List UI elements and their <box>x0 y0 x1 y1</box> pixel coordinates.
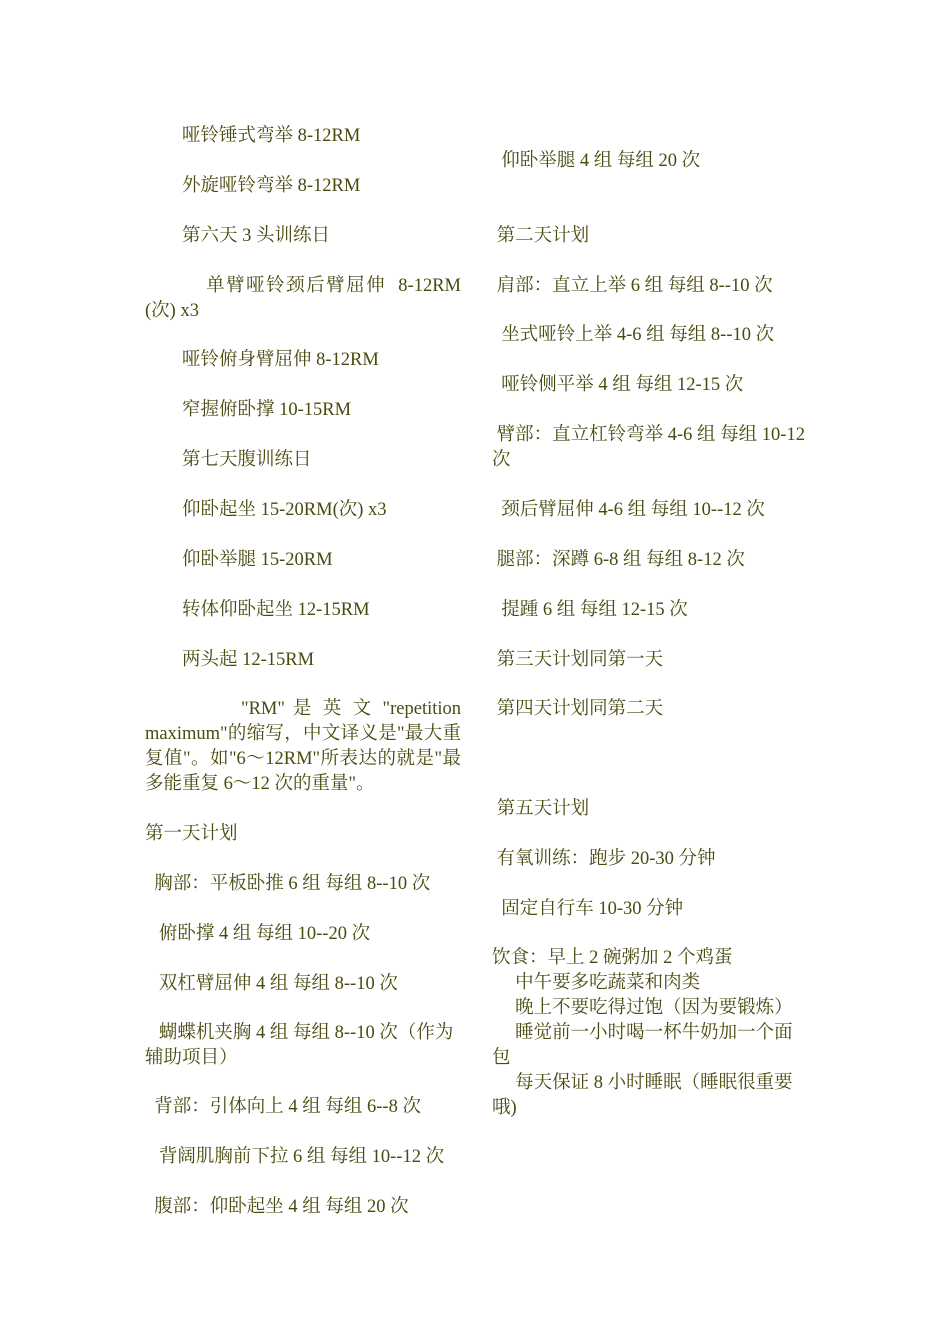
day-heading: 第七天腹训练日 <box>145 450 312 470</box>
paragraph: 颈后臂屈伸 4-6 组 每组 10--12 次 <box>492 500 765 520</box>
paragraph: 肩部：直立上举 6 组 每组 8--10 次 <box>492 276 773 296</box>
paragraph: 固定自行车 10-30 分钟 <box>492 899 684 919</box>
paragraph: 背阔肌胸前下拉 6 组 每组 10--12 次 <box>145 1147 445 1167</box>
paragraph: 胸部：平板卧推 6 组 每组 8--10 次 <box>145 874 431 894</box>
paragraph: 仰卧举腿 4 组 每组 20 次 <box>492 151 701 171</box>
day-heading: 第六天 3 头训练日 <box>145 226 331 246</box>
paragraph: 窄握俯卧撑 10-15RM <box>145 400 352 420</box>
paragraph: 单臂哑铃颈后臂屈伸 8-12RM (次) x3 <box>145 276 466 321</box>
rm-definition: "RM" 是 英 文 "repetition maximum"的缩写，中文译义是"最大重复值"。如"6～12RM"所表达的就是"最多能重复 6～12 次的重量"。 <box>145 699 466 794</box>
diet-item: 每天保证 8 小时睡眠（睡眠很重要哦) <box>492 1073 793 1118</box>
paragraph: 哑铃锤式弯举 8-12RM <box>145 126 361 146</box>
paragraph: 外旋哑铃弯举 8-12RM <box>145 176 361 196</box>
paragraph: 腿部：深蹲 6-8 组 每组 8-12 次 <box>492 550 745 570</box>
paragraph: 仰卧举腿 15-20RM <box>145 550 333 570</box>
paragraph: 哑铃侧平举 4 组 每组 12-15 次 <box>492 375 744 395</box>
diet-item: 中午要多吃蔬菜和肉类 <box>492 973 701 993</box>
paragraph: 有氧训练：跑步 20-30 分钟 <box>492 849 716 869</box>
paragraph: 提踵 6 组 每组 12-15 次 <box>492 600 688 620</box>
plan-heading: 第一天计划 <box>145 824 238 844</box>
paragraph: 俯卧撑 4 组 每组 10--20 次 <box>145 924 371 944</box>
paragraph: 腹部：仰卧起坐 4 组 每组 20 次 <box>145 1197 409 1217</box>
paragraph: 背部：引体向上 4 组 每组 6--8 次 <box>145 1097 421 1117</box>
paragraph: 臂部：直立杠铃弯举 4-6 组 每组 10-12 次 <box>492 425 810 470</box>
diet-item: 睡觉前一小时喝一杯牛奶加一个面包 <box>492 1023 793 1068</box>
diet-item: 晚上不要吃得过饱（因为要锻炼） <box>492 998 793 1018</box>
paragraph: 两头起 12-15RM <box>145 650 315 670</box>
plan-heading: 第三天计划同第一天 <box>492 650 664 670</box>
plan-heading: 第四天计划同第二天 <box>492 699 664 719</box>
paragraph: 坐式哑铃上举 4-6 组 每组 8--10 次 <box>492 325 775 345</box>
paragraph: 蝴蝶机夹胸 4 组 每组 8--10 次（作为辅助项目） <box>145 1023 454 1068</box>
diet-heading: 饮食：早上 2 碗粥加 2 个鸡蛋 <box>492 948 733 968</box>
paragraph: 仰卧起坐 15-20RM(次) x3 <box>145 500 387 520</box>
plan-heading: 第二天计划 <box>492 226 590 246</box>
paragraph: 哑铃俯身臂屈伸 8-12RM <box>145 350 379 370</box>
plan-heading: 第五天计划 <box>492 799 590 819</box>
paragraph: 转体仰卧起坐 12-15RM <box>145 600 370 620</box>
paragraph: 双杠臂屈伸 4 组 每组 8--10 次 <box>145 974 398 994</box>
